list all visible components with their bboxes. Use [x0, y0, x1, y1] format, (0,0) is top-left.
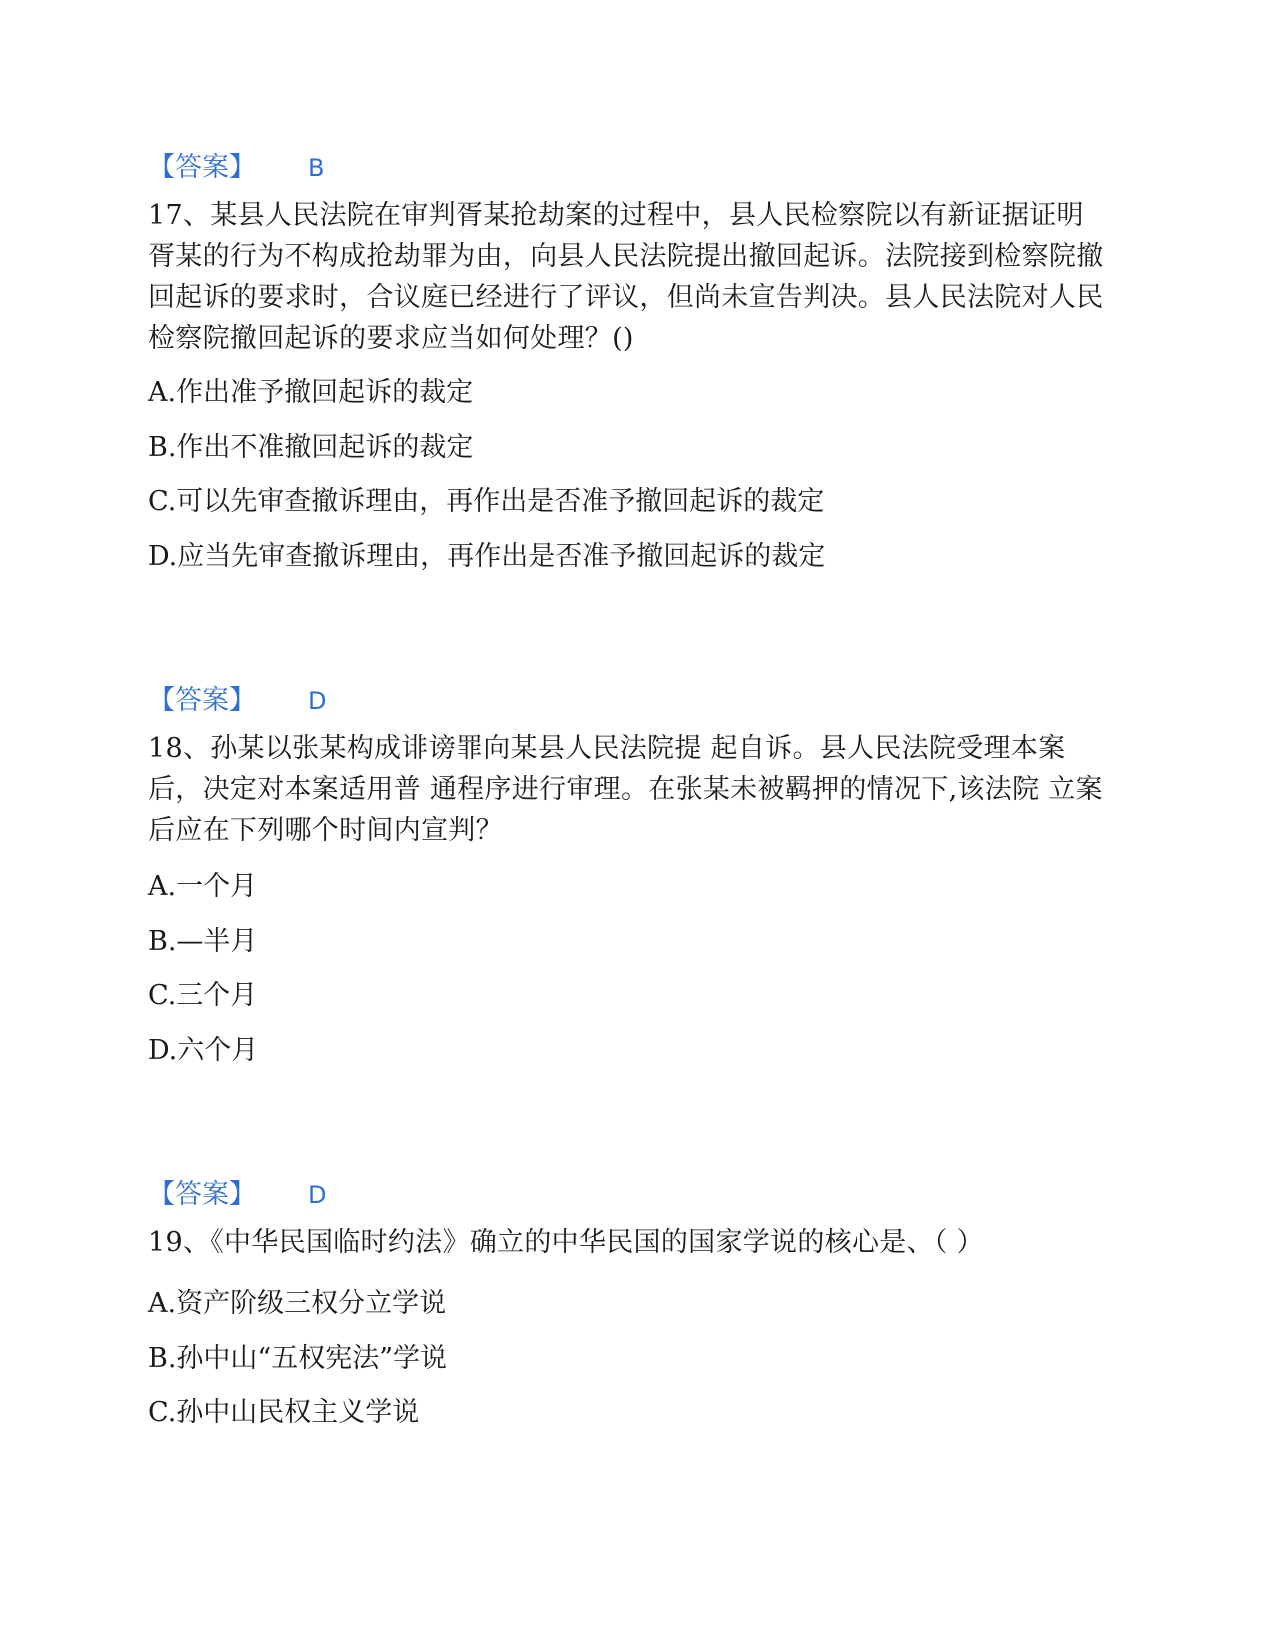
answer-label: 【答案】 [148, 1179, 256, 1210]
question-17-text: 17、某县人民法院在审判胥某抢劫案的过程中，县人民检察院以有新证据证明胥某的行为不构成抢劫罪为由，向县人民法院提出撤回起诉。法院接到检察院撤回起诉的要求时，合议庭已经进行了评议，但尚未宣告判决。县人民法院对人民检察院撤回起诉的要求应当如何处理？() [148, 200, 1104, 354]
question-19-option-a: A.资产阶级三权分立学说 [148, 1288, 447, 1319]
question-17-option-a: A.作出准予撤回起诉的裁定 [148, 377, 474, 408]
question-19-option-b: B.孙中山“五权宪法”学说 [148, 1343, 448, 1374]
question-18-text: 18、孙某以张某构成诽谤罪向某县人民法院提 起自诉。县人民法院受理本案后，决定对本案适用普 通程序进行审理。在张某未被羁押的情况下,该法院 立案后应在下列哪个时间内宣判？ [148, 733, 1103, 846]
question-19-text: 19、《中华民国临时约法》确立的中华民国的国家学说的核心是、（ ） [148, 1227, 984, 1258]
answer-label: 【答案】 [148, 152, 256, 183]
question-18-option-b: B.—半月 [148, 926, 258, 957]
answer-line [148, 678, 326, 717]
answer-line [148, 1172, 326, 1211]
question-17-option-b: B.作出不准撤回起诉的裁定 [148, 432, 474, 463]
answer-line [148, 145, 324, 184]
answer-value: D [308, 687, 327, 715]
answer-label: 【答案】 [148, 685, 256, 716]
question-18-option-a: A.一个月 [148, 871, 258, 902]
answer-value: D [308, 1181, 327, 1209]
question-17-option-c: C.可以先审查撤诉理由，再作出是否准予撤回起诉的裁定 [148, 486, 825, 517]
question-17-option-d: D.应当先审查撤诉理由，再作出是否准予撤回起诉的裁定 [148, 541, 826, 572]
answer-value: B [308, 154, 325, 182]
question-18-option-c: C.三个月 [148, 980, 258, 1011]
question-19-option-c: C.孙中山民权主义学说 [148, 1397, 420, 1428]
question-18-option-d: D.六个月 [148, 1035, 259, 1066]
